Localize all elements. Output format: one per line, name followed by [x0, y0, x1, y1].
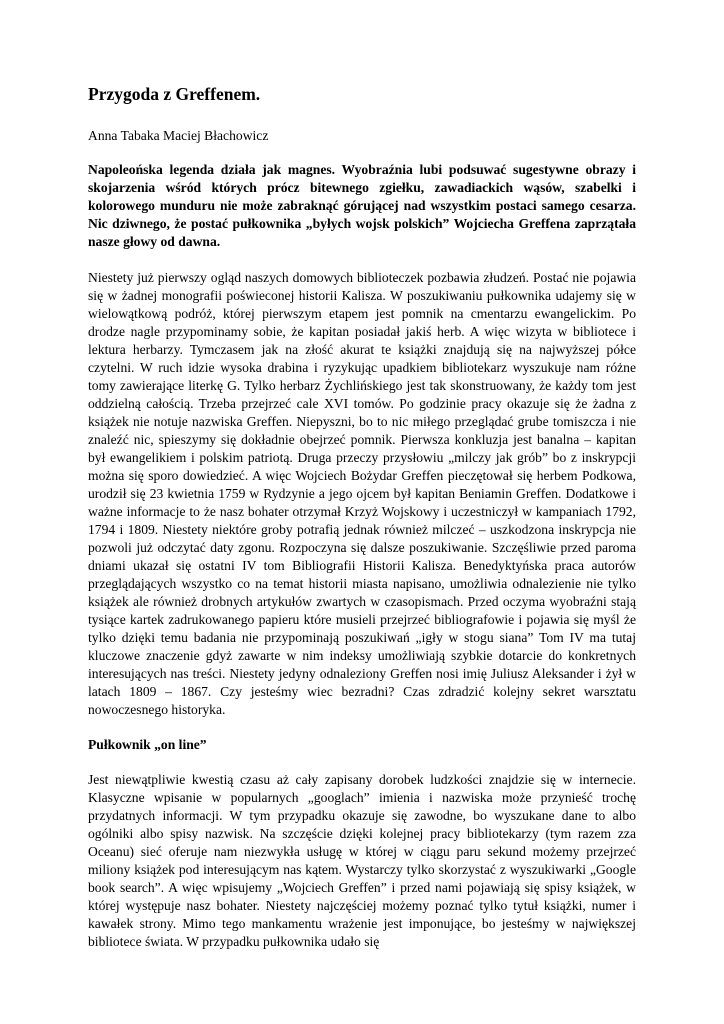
intro-paragraph: Napoleońska legenda działa jak magnes. Wyobraźnia lubi podsuwać sugestywne obrazy i skojarzenia wśród których prócz bitewnego zgiełku, zawadiackich wąsów, szabelki i kolorowego munduru nie może zabraknąć górującej nad wszystkim postaci samego cesarza. Nic dziwnego, że postać pułkownika „byłych wojsk polskich” Wojciecha Greffena zaprzątała nasze głowy od dawna. — [88, 162, 636, 249]
document-title: Przygoda z Greffenem. — [88, 84, 261, 104]
body-paragraph-2: Jest niewątpliwie kwestią czasu aż cały zapisany dorobek ludzkości znajdzie się w internecie. Klasyczne wpisanie w popularnych „googlach” imienia i nazwiska może przynieść trochę przydatnych informacji. W tym przypadku okazuje się zawodne, bo wyszukane dane to albo ogólniki albo spisy nazwisk. Na szczęście dzięki kolejnej pracy bibliotekarzy (tym razem zza Oceanu) sieć oferuje nam niezwykła usługę w której w ciągu paru sekund możemy przejrzeć miliony książek pod interesującym nas kątem. Wystarczy tylko skorzystać z wyszukiwarki „Google book search”. A więc wpisujemy „Wojciech Greffen” i przed nami pojawiają się spisy książek, w której występuje nasz bohater. Niestety najczęściej możemy poznać tylko tytuł książki, numer i kawałek strony. Mimo tego mankamentu wrażenie jest imponujące, bo jesteśmy w największej bibliotece świata. W przypadku pułkownika udało się — [88, 772, 636, 949]
section-heading: Pułkownik „on line” — [88, 737, 207, 752]
authors-line: Anna Tabaka Maciej Błachowicz — [88, 128, 269, 143]
body-paragraph-1: Niestety już pierwszy ogląd naszych domowych biblioteczek pozbawia złudzeń. Postać nie pojawia się w żadnej monografii poświeconej historii Kalisza. W poszukiwaniu pułkownika udajemy się w wielowątkową podróż, której pierwszym etapem jest pomnik na cmentarzu ewangelickim. Po drodze nagle przypominamy sobie, że kapitan posiadał jakiś herb. A więc wizyta w bibliotece i lektura herbarzy. Tymczasem jak na złość akurat te książki znajdują się na najwyższej półce czytelni. W ruch idzie wysoka drabina i ryzykując upadkiem bibliotekarz wyszukuje nam różne tomy zawierające literkę G. Tylko herbarz Żychlińskiego jest tak skonstruowany, że każdy tom jest oddzielną całością. Trzeba przejrzeć cale XVI tomów. Po godzinie pracy okazuje się że żadna z książek nie notuje nazwiska Greffen. Niepyszni, bo to nic miłego przeglądać grube tomiszcza i nie znaleźć nic, spieszymy się dokładnie obejrzeć pomnik. Pierwsza konkluzja jest banalna – kapitan był ewangelikiem i polskim patriotą. Druga przeczy przysłowiu „milczy jak grób” bo z inskrypcji można się sporo dowiedzieć. A więc Wojciech Bożydar Greffen pieczętował się herbem Podkowa, urodził się 23 kwietnia 1759 w Rydzynie a jego ojcem był kapitan Beniamin Greffen. Dodatkowe i ważne informacje to że nasz bohater otrzymał Krzyż Wojskowy i uczestniczył w kampaniach 1792, 1794 i 1809. Niestety niektóre groby potrafią jednak również milczeć – uszkodzona inskrypcja nie pozwoli już odczytać daty zgonu. Rozpoczyna się dalsze poszukiwanie. Szczęśliwie przed paroma dniami ukazał się ostatni IV tom Bibliografii Historii Kalisza. Benedyktyńska praca autorów przeglądających wszystko co na temat historii miasta napisano, umożliwia odnalezienie nie tylko książek ale również drobnych artykułów zwartych w czasopismach. Przed oczyma wyobraźni stają tysiące kartek zadrukowanego papieru które musieli przejrzeć bibliografowie i pojawia się myśl że tylko dzięki temu badania nie przypominają poszukiwań „igły w stogu siana” Tom IV ma tutaj kluczowe znaczenie gdyż zawarte w nim indeksy umożliwiają szybkie dotarcie do konkretnych interesujących nas treści. Niestety jedyny odnaleziony Greffen nosi imię Juliusz Aleksander i żył w latach 1809 – 1867. Czy jesteśmy wiec bezradni? Czas zdradzić kolejny sekret warsztatu nowoczesnego historyka. — [88, 270, 636, 717]
